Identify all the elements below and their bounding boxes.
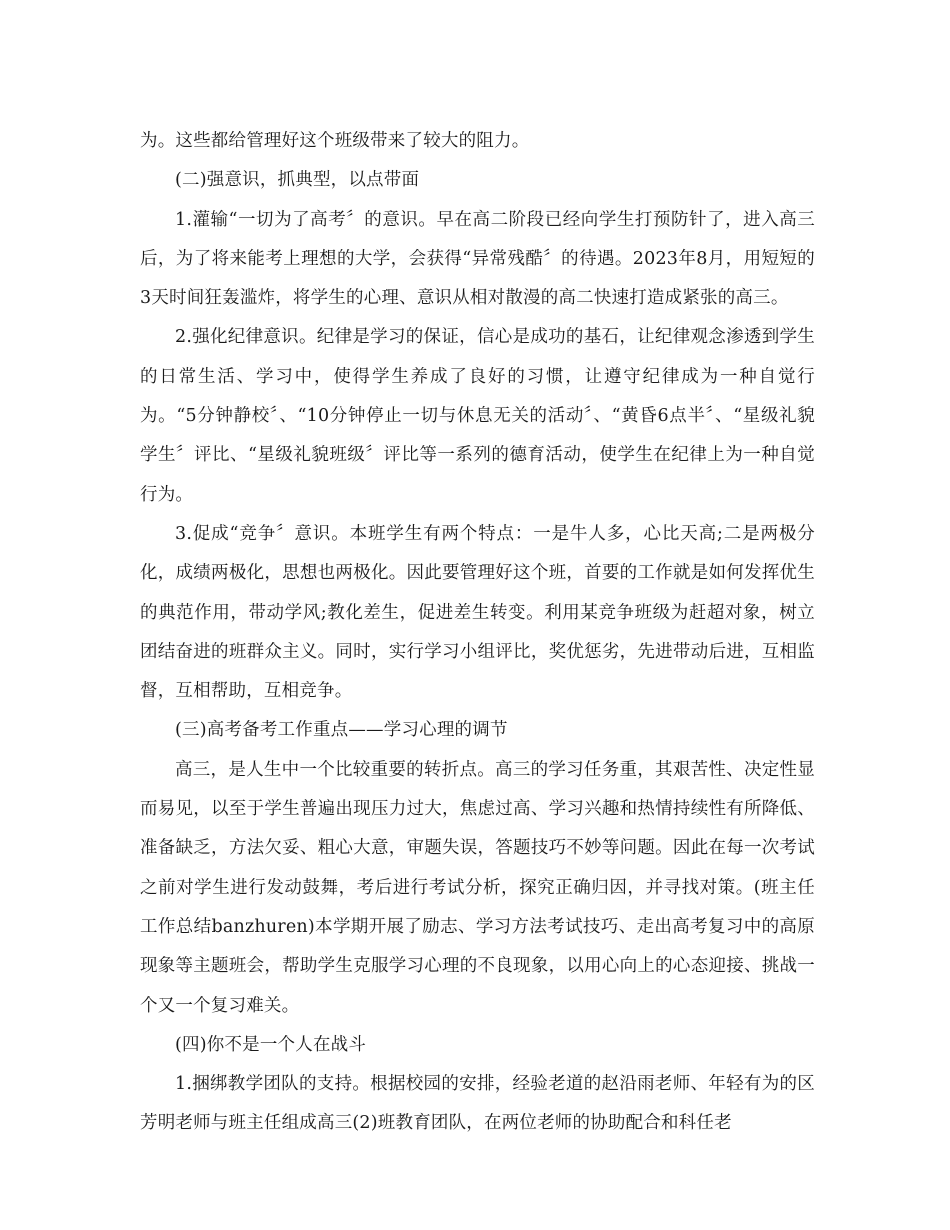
section-heading-3: (三)高考备考工作重点——学习心理的调节 [175,720,508,741]
section-heading-2: (二)强意识，抓典型，以点带面 [175,170,420,191]
paragraph-continuation: 为。这些都给管理好这个班级带来了较大的阻力。 [140,131,530,151]
paragraph-exam-awareness: 1.灌输“一切为了高考〞的意识。早在高二阶段已经向学生打预防针了，进入高三后，为了将来能考上理想的大学，会获得“异常残酷〞的待遇。2023年8月，用短短的3天时间狂轰滥炸，将学生的心理、意识从相对散漫的高二快速打造成紧张的高三。 [140,209,815,309]
paragraph-competition: 3.促成“竞争〞意识。本班学生有两个特点：一是牛人多，心比天高;二是两极分化，成绩两极化，思想也两极化。因此要管理好这个班，首要的工作就是如何发挥优生的典范作用，带动学风;教化差生，促进差生转变。利用某竞争班级为赶超对象，树立团结奋进的班群众主义。同时，实行学习小组评比，奖优惩劣，先进带动后进，互相监督，互相帮助，互相竞争。 [140,523,815,702]
paragraph-psychology: 高三，是人生中一个比较重要的转折点。高三的学习任务重，其艰苦性、决定性显而易见，以至于学生普遍出现压力过大，焦虑过高、学习兴趣和热情持续性有所降低、准备缺乏，方法欠妥、粗心大意，审题失误，答题技巧不妙等问题。因此在每一次考试之前对学生进行发动鼓舞，考后进行考试分析，探究正确归因，并寻找对策。(班主任工作总结banzhuren)本学期开展了励志、学习方法考试技巧、走出高考复习中的高原现象等主题班会，帮助学生克服学习心理的不良现象，以用心向上的心态迎接、挑战一个又一个复习难关。 [140,759,815,1016]
paragraph-teaching-team: 1.捆绑教学团队的支持。根据校园的安排，经验老道的赵沿雨老师、年轻有为的区芳明老师与班主任组成高三(2)班教育团队，在两位老师的协助配合和科任老 [140,1074,815,1134]
document-body [140,122,815,1144]
paragraph-discipline: 2.强化纪律意识。纪律是学习的保证，信心是成功的基石，让纪律观念渗透到学生的日常生活、学习中，使得学生养成了良好的习惯，让遵守纪律成为一种自觉行为。“5分钟静校〞、“10分钟停止一切与休息无关的活动〞、“黄昏6点半〞、“星级礼貌学生〞评比、“星级礼貌班级〞评比等一系列的德育活动，使学生在纪律上为一种自觉行为。 [140,327,815,505]
section-heading-4: (四)你不是一个人在战斗 [175,1034,367,1055]
